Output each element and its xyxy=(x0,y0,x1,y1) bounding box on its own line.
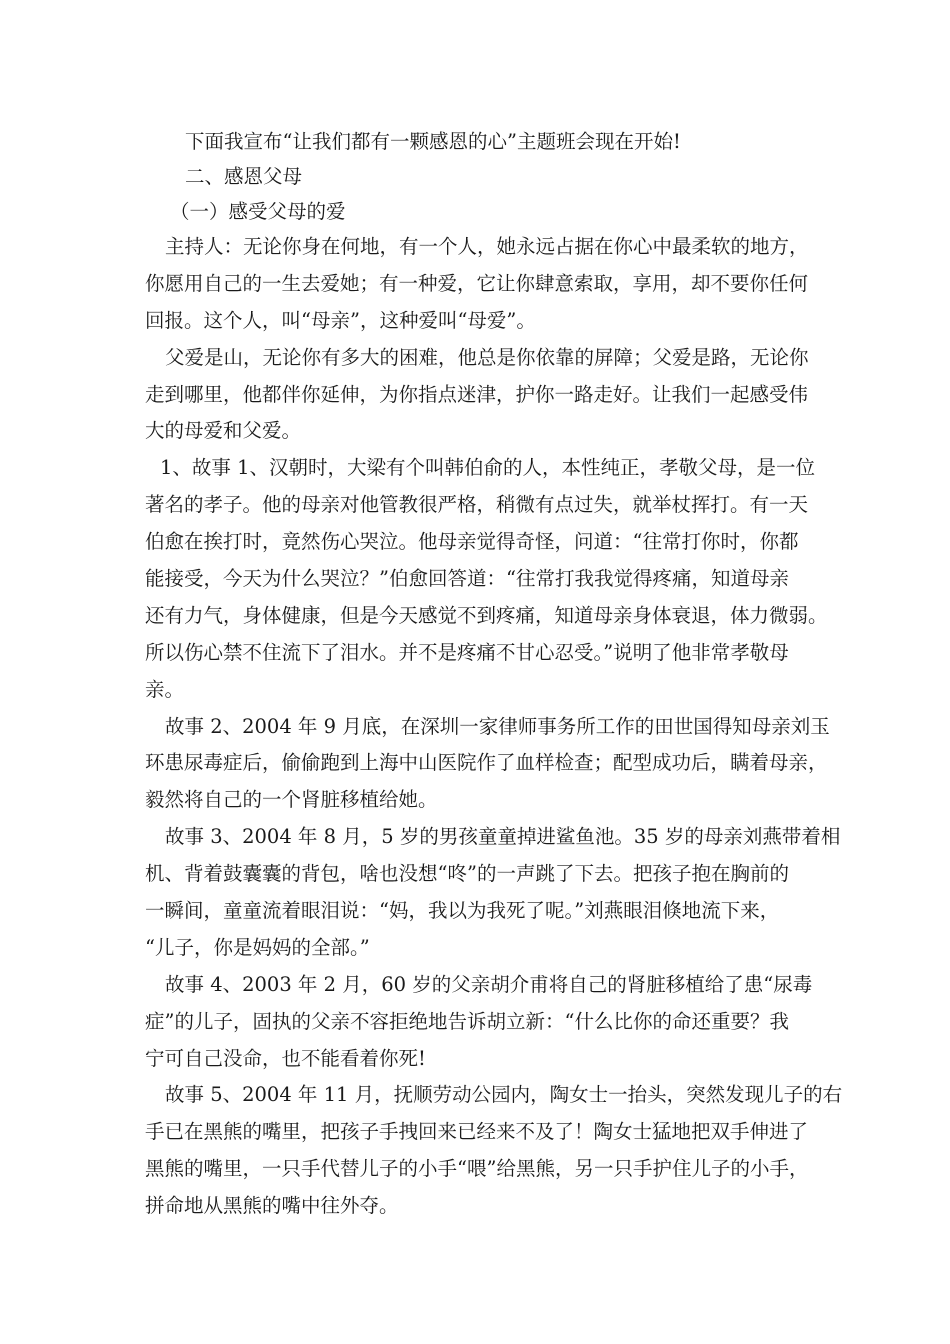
paragraph-line: 一瞬间，童童流着眼泪说：“妈，我以为我死了呢。”刘燕眼泪倏地流下来， xyxy=(145,899,780,923)
paragraph-line: 症”的儿子，固执的父亲不容拒绝地告诉胡立新：“什么比你的命还重要？我 xyxy=(145,1009,789,1033)
paragraph-line: 故事 3、2004 年 8 月，5 岁的男孩童童掉进鲨鱼池。35 岁的母亲刘燕带着相 xyxy=(165,825,841,849)
paragraph-line: “儿子，你是妈妈的全部。” xyxy=(145,935,370,959)
paragraph-line: 环患尿毒症后，偷偷跑到上海中山医院作了血样检查；配型成功后，瞒着母亲， xyxy=(145,751,828,775)
paragraph-line: 父爱是山，无论你有多大的困难，他总是你依靠的屏障；父爱是路，无论你 xyxy=(165,345,809,369)
section-heading: 二、感恩父母 xyxy=(185,165,303,188)
paragraph-line: 著名的孝子。他的母亲对他管教很严格，稍微有点过失，就举杖挥打。有一天 xyxy=(145,493,809,517)
paragraph-line: 所以伤心禁不住流下了泪水。并不是疼痛不甘心忍受。”说明了他非常孝敬母 xyxy=(145,640,789,664)
paragraph-line: 毅然将自己的一个肾脏移植给她。 xyxy=(145,788,438,812)
paragraph-line: 1、故事 1、汉朝时，大梁有个叫韩伯俞的人，本性纯正，孝敬父母，是一位 xyxy=(160,456,816,480)
paragraph-line: 主持人：无论你身在何地，有一个人，她永远占据在你心中最柔软的地方， xyxy=(165,235,809,258)
document-body xyxy=(145,124,843,1225)
paragraph-line: 故事 5、2004 年 11 月，抚顺劳动公园内，陶女士一抬头，突然发现儿子的右 xyxy=(165,1083,843,1107)
paragraph-line: 黑熊的嘴里，一只手代替儿子的小手“喂”给黑熊，另一只手护住儿子的小手， xyxy=(145,1157,809,1181)
paragraph-line: 能接受，今天为什么哭泣？”伯愈回答道：“往常打我我觉得疼痛，知道母亲 xyxy=(145,567,789,591)
subsection-heading: （一）感受父母的爱 xyxy=(170,200,346,223)
paragraph-line: 亲。 xyxy=(145,677,185,701)
paragraph-line: 伯愈在挨打时，竟然伤心哭泣。他母亲觉得奇怪，问道：“往常打你时，你都 xyxy=(145,530,799,554)
announcement-line: 下面我宣布“让我们都有一颗感恩的心”主题班会现在开始! xyxy=(185,130,681,153)
paragraph-line: 机、背着鼓囊囊的背包，啥也没想“咚”的一声跳了下去。把孩子抱在胸前的 xyxy=(145,862,789,886)
paragraph-line: 还有力气，身体健康，但是今天感觉不到疼痛，知道母亲身体衰退，体力微弱。 xyxy=(145,603,828,627)
paragraph-line: 你愿用自己的一生去爱她；有一种爱，它让你肆意索取，享用，却不要你任何 xyxy=(145,271,809,295)
paragraph-line: 大的母爱和父爱。 xyxy=(145,419,302,443)
paragraph-line: 故事 4、2003 年 2 月，60 岁的父亲胡介甫将自己的肾脏移植给了患“尿毒 xyxy=(165,972,813,996)
paragraph-line: 故事 2、2004 年 9 月底，在深圳一家律师事务所工作的田世国得知母亲刘玉 xyxy=(165,714,830,738)
paragraph-line: 拼命地从黑熊的嘴中往外夺。 xyxy=(145,1194,399,1218)
paragraph-line: 回报。这个人，叫“母亲”，这种爱叫“母爱”。 xyxy=(145,308,536,332)
paragraph-line: 宁可自己没命，也不能看着你死! xyxy=(145,1046,426,1070)
paragraph-line: 手已在黑熊的嘴里，把孩子手拽回来已经来不及了！陶女士猛地把双手伸进了 xyxy=(145,1120,809,1144)
paragraph-line: 走到哪里，他都伴你延伸，为你指点迷津，护你一路走好。让我们一起感受伟 xyxy=(145,382,809,406)
